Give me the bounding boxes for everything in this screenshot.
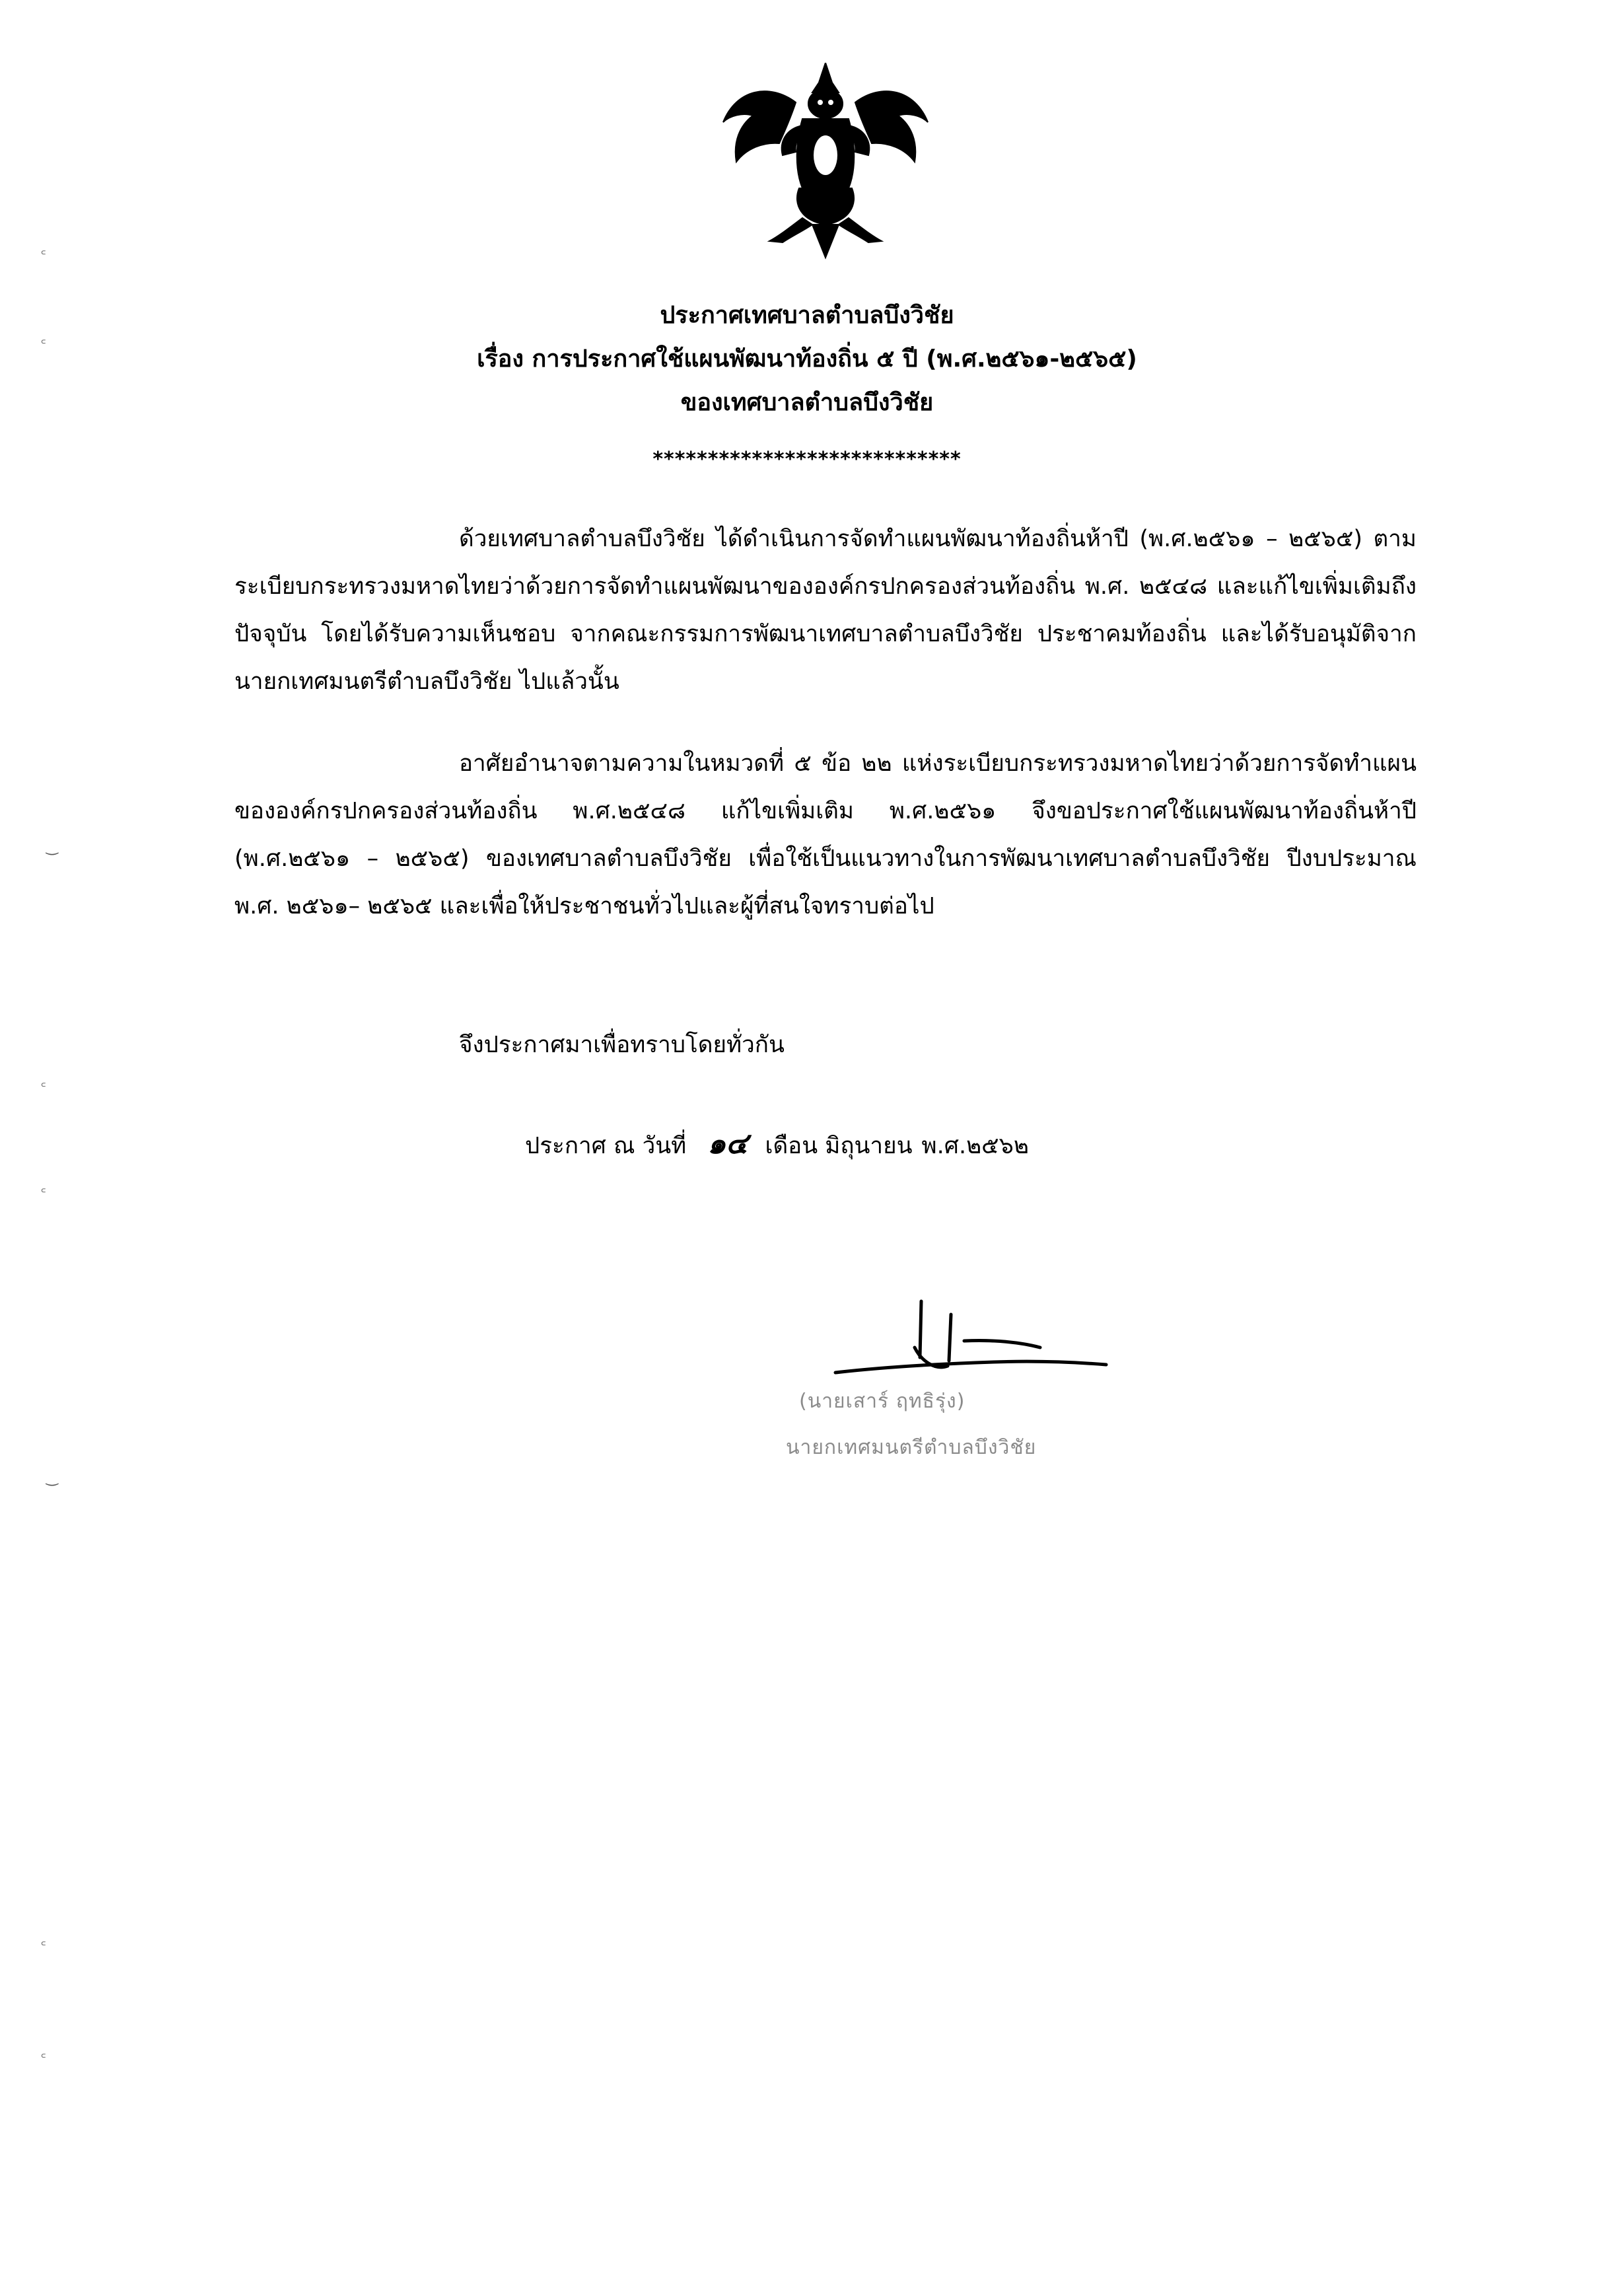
announcement-title: ประกาศเทศบาลตำบลบึงวิชัย bbox=[660, 302, 954, 329]
scan-speck: ꜀ bbox=[41, 330, 46, 346]
date-year: พ.ศ.๒๕๖๒ bbox=[921, 1133, 1029, 1159]
scan-speck: ꜀ bbox=[41, 1931, 46, 1948]
scan-speck: ꜀ bbox=[41, 1073, 46, 1089]
closing-statement: จึงประกาศมาเพื่อทราบโดยทั่วกัน bbox=[459, 1032, 785, 1058]
body-paragraph-1: ด้วยเทศบาลตำบลบึงวิชัย ได้ดำเนินการจัดทำแผนพัฒนาท้องถิ่นห้าปี (พ.ศ.๒๕๖๑ – ๒๕๖๕) ตามระเบียบกระทรวงมหาดไทยว่าด้วยการจัดทำแผนพัฒนาขององค์กรปกครองส่วนท้องถิ่น พ.ศ. ๒๕๔๘ และแก้ไขเพิ่มเติมถึงปัจจุบัน โดยได้รับความเห็นชอบ จากคณะกรรมการพัฒนาเทศบาลตำบลบึงวิชัย ประชาคมท้องถิ่น และได้รับอนุมัติจากนายกเทศมนตรีตำบลบึงวิชัย ไปแล้วนั้น bbox=[234, 526, 1417, 695]
garuda-emblem-icon bbox=[717, 63, 934, 261]
scan-speck: ꜀ bbox=[41, 1178, 46, 1195]
header-separator: **************************** bbox=[652, 448, 962, 471]
scan-speck: ‿ bbox=[46, 839, 58, 855]
date-day: ๑๔ bbox=[707, 1127, 748, 1161]
scan-speck: ꜀ bbox=[41, 2044, 46, 2060]
signer-position: นายกเทศมนตรีตำบลบึงวิชัย bbox=[786, 1436, 1037, 1459]
body-paragraph-2: อาศัยอำนาจตามความในหมวดที่ ๕ ข้อ ๒๒ แห่งระเบียบกระทรวงมหาดไทยว่าด้วยการจัดทำแผนขององค์กรปกครองส่วนท้องถิ่น พ.ศ.๒๕๔๘ แก้ไขเพิ่มเติม พ.ศ.๒๕๖๑ จึงขอประกาศใช้แผนพัฒนาท้องถิ่นห้าปี (พ.ศ.๒๕๖๑ – ๒๕๖๕) ของเทศบาลตำบลบึงวิชัย เพื่อใช้เป็นแนวทางในการพัฒนาเทศบาลตำบลบึงวิชัย ปีงบประมาณ พ.ศ. ๒๕๖๑– ๒๕๖๕ และเพื่อให้ประชาชนทั่วไปและผู้ที่สนใจทราบต่อไป bbox=[234, 750, 1417, 919]
date-month: เดือน มิถุนายน bbox=[765, 1133, 913, 1159]
announcement-date bbox=[525, 1123, 1038, 1167]
announcement-issuer: ของเทศบาลตำบลบึงวิชัย bbox=[680, 389, 934, 416]
scan-speck: ꜀ bbox=[41, 240, 46, 257]
signer-name: (นายเสาร์ ฤทธิรุ่ง) bbox=[799, 1390, 965, 1413]
date-prefix: ประกาศ ณ วันที่ bbox=[525, 1133, 687, 1159]
handwritten-signature bbox=[822, 1295, 1126, 1400]
announcement-subject: เรื่อง การประกาศใช้แผนพัฒนาท้องถิ่น ๕ ปี (พ.ศ.๒๕๖๑-๒๕๖๕) bbox=[477, 345, 1137, 373]
scan-speck: ‿ bbox=[46, 1470, 58, 1486]
